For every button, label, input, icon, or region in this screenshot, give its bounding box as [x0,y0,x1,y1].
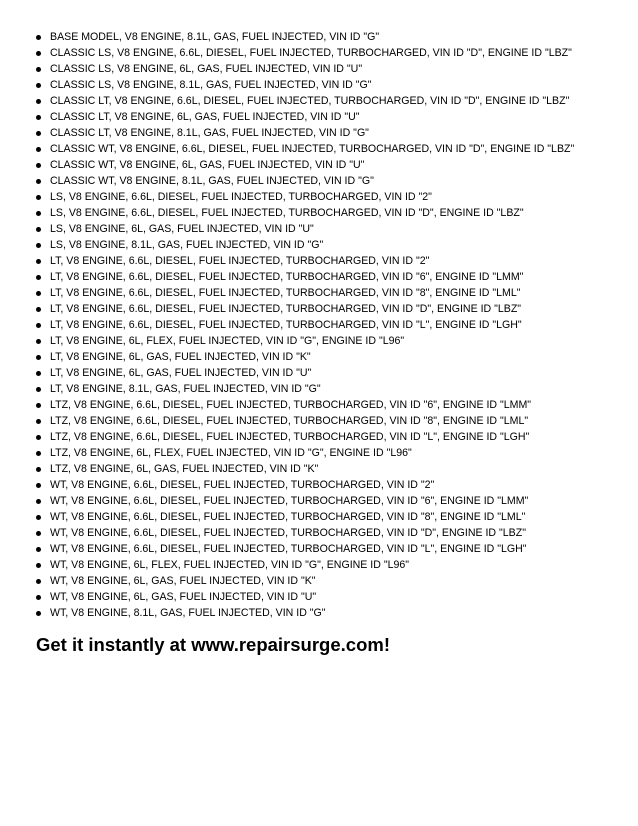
bullet-icon [36,211,41,216]
spec-text: WT, V8 ENGINE, 6.6L, DIESEL, FUEL INJECTED, TURBOCHARGED, VIN ID "2" [50,479,435,491]
bullet-icon [36,595,41,600]
bullet-icon [36,435,41,440]
spec-list-item [36,477,626,493]
spec-list-item [36,205,626,221]
spec-text: WT, V8 ENGINE, 6.6L, DIESEL, FUEL INJECTED, TURBOCHARGED, VIN ID "8", ENGINE ID "LML" [50,511,526,523]
spec-list-item [36,589,626,605]
spec-list-item [36,173,626,189]
bullet-icon [36,195,41,200]
spec-text: LS, V8 ENGINE, 6L, GAS, FUEL INJECTED, VIN ID "U" [50,223,314,235]
bullet-icon [36,403,41,408]
engine-spec-list [36,29,626,621]
spec-text: LT, V8 ENGINE, 6L, GAS, FUEL INJECTED, VIN ID "U" [50,367,312,379]
bullet-icon [36,307,41,312]
spec-text: LT, V8 ENGINE, 6.6L, DIESEL, FUEL INJECTED, TURBOCHARGED, VIN ID "L", ENGINE ID "LGH" [50,319,522,331]
spec-list-item [36,157,626,173]
spec-text: LT, V8 ENGINE, 6.6L, DIESEL, FUEL INJECTED, TURBOCHARGED, VIN ID "D", ENGINE ID "LBZ" [50,303,522,315]
spec-list-item [36,557,626,573]
spec-list-item [36,141,626,157]
spec-text: LT, V8 ENGINE, 6.6L, DIESEL, FUEL INJECTED, TURBOCHARGED, VIN ID "6", ENGINE ID "LMM" [50,271,524,283]
bullet-icon [36,35,41,40]
spec-list-item [36,573,626,589]
spec-list-item [36,445,626,461]
spec-text: WT, V8 ENGINE, 6L, FLEX, FUEL INJECTED, VIN ID "G", ENGINE ID "L96" [50,559,410,571]
spec-text: LT, V8 ENGINE, 6L, GAS, FUEL INJECTED, VIN ID "K" [50,351,311,363]
bullet-icon [36,467,41,472]
bullet-icon [36,451,41,456]
bullet-icon [36,547,41,552]
spec-text: CLASSIC LT, V8 ENGINE, 6L, GAS, FUEL INJECTED, VIN ID "U" [50,111,360,123]
spec-list-item [36,413,626,429]
bullet-icon [36,339,41,344]
spec-list-item [36,317,626,333]
spec-text: WT, V8 ENGINE, 6.6L, DIESEL, FUEL INJECTED, TURBOCHARGED, VIN ID "L", ENGINE ID "LGH" [50,543,527,555]
spec-list-item [36,61,626,77]
spec-text: WT, V8 ENGINE, 8.1L, GAS, FUEL INJECTED, VIN ID "G" [50,607,326,619]
bullet-icon [36,163,41,168]
spec-text: WT, V8 ENGINE, 6.6L, DIESEL, FUEL INJECTED, TURBOCHARGED, VIN ID "D", ENGINE ID "LBZ" [50,527,526,539]
spec-list-item [36,109,626,125]
spec-list-item [36,349,626,365]
spec-list-item [36,285,626,301]
bullet-icon [36,419,41,424]
spec-text: WT, V8 ENGINE, 6L, GAS, FUEL INJECTED, VIN ID "K" [50,575,316,587]
spec-list-item [36,525,626,541]
bullet-icon [36,515,41,520]
spec-list-item [36,93,626,109]
spec-list-item [36,429,626,445]
spec-list-item [36,493,626,509]
spec-text: LT, V8 ENGINE, 6.6L, DIESEL, FUEL INJECTED, TURBOCHARGED, VIN ID "2" [50,255,430,267]
bullet-icon [36,99,41,104]
spec-list-item [36,509,626,525]
spec-text: CLASSIC LS, V8 ENGINE, 8.1L, GAS, FUEL INJECTED, VIN ID "G" [50,79,372,91]
bullet-icon [36,51,41,56]
spec-list-item [36,397,626,413]
bullet-icon [36,371,41,376]
spec-list-item [36,125,626,141]
spec-text: LS, V8 ENGINE, 8.1L, GAS, FUEL INJECTED, VIN ID "G" [50,239,324,251]
call-to-action-text: Get it instantly at www.repairsurge.com! [36,634,390,655]
spec-list-item [36,605,626,621]
bullet-icon [36,67,41,72]
spec-text: LTZ, V8 ENGINE, 6.6L, DIESEL, FUEL INJECTED, TURBOCHARGED, VIN ID "L", ENGINE ID "LGH" [50,431,530,443]
spec-list-item [36,541,626,557]
spec-text: CLASSIC LS, V8 ENGINE, 6L, GAS, FUEL INJECTED, VIN ID "U" [50,63,363,75]
bullet-icon [36,243,41,248]
spec-list-item [36,333,626,349]
spec-text: WT, V8 ENGINE, 6.6L, DIESEL, FUEL INJECTED, TURBOCHARGED, VIN ID "6", ENGINE ID "LMM" [50,495,529,507]
bullet-icon [36,387,41,392]
spec-list-item [36,461,626,477]
spec-text: CLASSIC LT, V8 ENGINE, 6.6L, DIESEL, FUEL INJECTED, TURBOCHARGED, VIN ID "D", ENGINE ID "LBZ" [50,95,570,107]
bullet-icon [36,483,41,488]
spec-text: CLASSIC LS, V8 ENGINE, 6.6L, DIESEL, FUEL INJECTED, TURBOCHARGED, VIN ID "D", ENGINE ID "LBZ" [50,47,572,59]
bullet-icon [36,83,41,88]
bullet-icon [36,355,41,360]
bullet-icon [36,259,41,264]
spec-list-item [36,365,626,381]
spec-list-item [36,237,626,253]
spec-list-item [36,221,626,237]
bullet-icon [36,227,41,232]
spec-text: LS, V8 ENGINE, 6.6L, DIESEL, FUEL INJECTED, TURBOCHARGED, VIN ID "D", ENGINE ID "LBZ" [50,207,524,219]
bullet-icon [36,179,41,184]
spec-text: WT, V8 ENGINE, 6L, GAS, FUEL INJECTED, VIN ID "U" [50,591,317,603]
spec-text: LTZ, V8 ENGINE, 6L, FLEX, FUEL INJECTED, VIN ID "G", ENGINE ID "L96" [50,447,412,459]
spec-text: LTZ, V8 ENGINE, 6.6L, DIESEL, FUEL INJECTED, TURBOCHARGED, VIN ID "6", ENGINE ID "LMM" [50,399,532,411]
spec-list-item [36,269,626,285]
spec-list-item [36,381,626,397]
bullet-icon [36,115,41,120]
spec-list-item [36,29,626,45]
spec-list-item [36,253,626,269]
bullet-icon [36,323,41,328]
spec-text: LT, V8 ENGINE, 8.1L, GAS, FUEL INJECTED, VIN ID "G" [50,383,321,395]
spec-list-item [36,189,626,205]
spec-list-item [36,301,626,317]
spec-text: LT, V8 ENGINE, 6.6L, DIESEL, FUEL INJECTED, TURBOCHARGED, VIN ID "8", ENGINE ID "LML" [50,287,521,299]
spec-text: LS, V8 ENGINE, 6.6L, DIESEL, FUEL INJECTED, TURBOCHARGED, VIN ID "2" [50,191,432,203]
spec-text: CLASSIC WT, V8 ENGINE, 8.1L, GAS, FUEL INJECTED, VIN ID "G" [50,175,374,187]
spec-text: LTZ, V8 ENGINE, 6.6L, DIESEL, FUEL INJECTED, TURBOCHARGED, VIN ID "8", ENGINE ID "LML" [50,415,529,427]
bullet-icon [36,531,41,536]
spec-text: CLASSIC WT, V8 ENGINE, 6L, GAS, FUEL INJECTED, VIN ID "U" [50,159,365,171]
bullet-icon [36,563,41,568]
bullet-icon [36,291,41,296]
spec-list-item [36,77,626,93]
spec-text: LT, V8 ENGINE, 6L, FLEX, FUEL INJECTED, VIN ID "G", ENGINE ID "L96" [50,335,405,347]
spec-text: BASE MODEL, V8 ENGINE, 8.1L, GAS, FUEL INJECTED, VIN ID "G" [50,31,380,43]
bullet-icon [36,131,41,136]
spec-text: LTZ, V8 ENGINE, 6L, GAS, FUEL INJECTED, VIN ID "K" [50,463,319,475]
bullet-icon [36,579,41,584]
spec-text: CLASSIC WT, V8 ENGINE, 6.6L, DIESEL, FUEL INJECTED, TURBOCHARGED, VIN ID "D", ENGINE ID "LBZ" [50,143,575,155]
spec-list-item [36,45,626,61]
bullet-icon [36,275,41,280]
bullet-icon [36,611,41,616]
spec-text: CLASSIC LT, V8 ENGINE, 8.1L, GAS, FUEL INJECTED, VIN ID "G" [50,127,369,139]
bullet-icon [36,499,41,504]
bullet-icon [36,147,41,152]
